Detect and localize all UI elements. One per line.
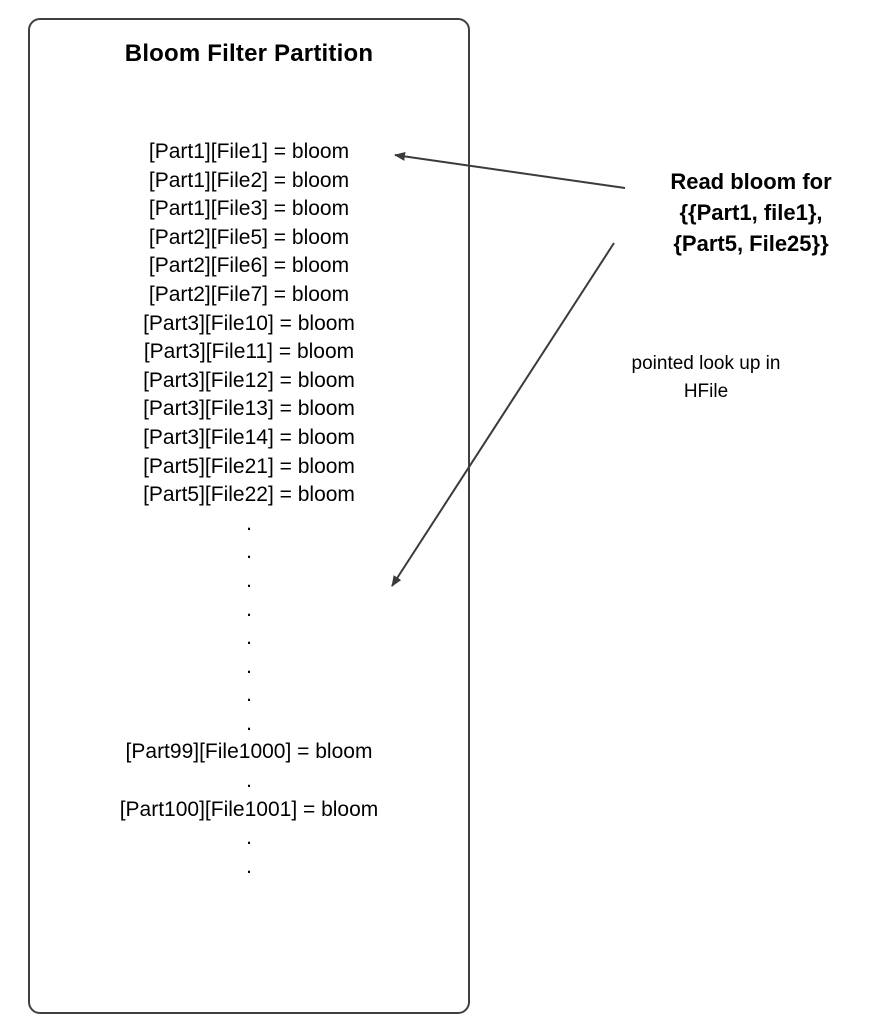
list-item: [Part3][File12] = bloom	[143, 368, 355, 392]
list-item: [Part2][File7] = bloom	[148, 282, 350, 306]
list-item: [Part1][File3] = bloom	[148, 197, 350, 221]
pointed-lookup-annotation-line1: pointed look up in	[631, 353, 781, 374]
list-item: [Part2][File6] = bloom	[148, 254, 350, 278]
ellipsis-dot: .	[246, 854, 252, 878]
ellipsis-dot: .	[246, 826, 252, 850]
ellipsis-dot: .	[246, 711, 252, 735]
read-bloom-annotation-line2: {{Part1, file1},	[679, 200, 823, 225]
ellipsis-dot: .	[246, 626, 252, 650]
ellipsis-dot: .	[246, 683, 252, 707]
ellipsis-dot: .	[246, 568, 252, 592]
pointed-lookup-annotation-line2: HFile	[683, 381, 729, 402]
panel-title: Bloom Filter Partition	[124, 40, 374, 67]
list-item: [Part5][File21] = bloom	[143, 454, 355, 478]
list-item: [Part3][File13] = bloom	[143, 397, 355, 421]
ellipsis-dot: .	[246, 654, 252, 678]
list-item: [Part1][File1] = bloom	[148, 140, 350, 163]
ellipsis-dot: .	[246, 769, 252, 793]
pointed-lookup-annotation	[575, 350, 837, 406]
list-item: [Part100][File1001] = bloom	[119, 797, 379, 821]
list-item: [Part3][File11] = bloom	[143, 340, 355, 364]
ellipsis-dot: .	[246, 597, 252, 621]
read-bloom-annotation	[620, 166, 882, 259]
read-bloom-annotation-line3: {Part5, File25}}	[673, 231, 829, 256]
read-bloom-annotation-line1: Read bloom for	[670, 169, 832, 194]
list-item: [Part99][File1000] = bloom	[125, 740, 373, 764]
list-item: [Part3][File14] = bloom	[143, 425, 355, 449]
list-item: [Part3][File10] = bloom	[143, 311, 355, 335]
ellipsis-dot: .	[246, 511, 252, 535]
bloom-entry-list	[28, 138, 470, 881]
list-item: [Part2][File5] = bloom	[148, 225, 350, 249]
list-item: [Part1][File2] = bloom	[148, 168, 350, 192]
ellipsis-dot: .	[246, 540, 252, 564]
list-item: [Part5][File22] = bloom	[143, 483, 355, 507]
